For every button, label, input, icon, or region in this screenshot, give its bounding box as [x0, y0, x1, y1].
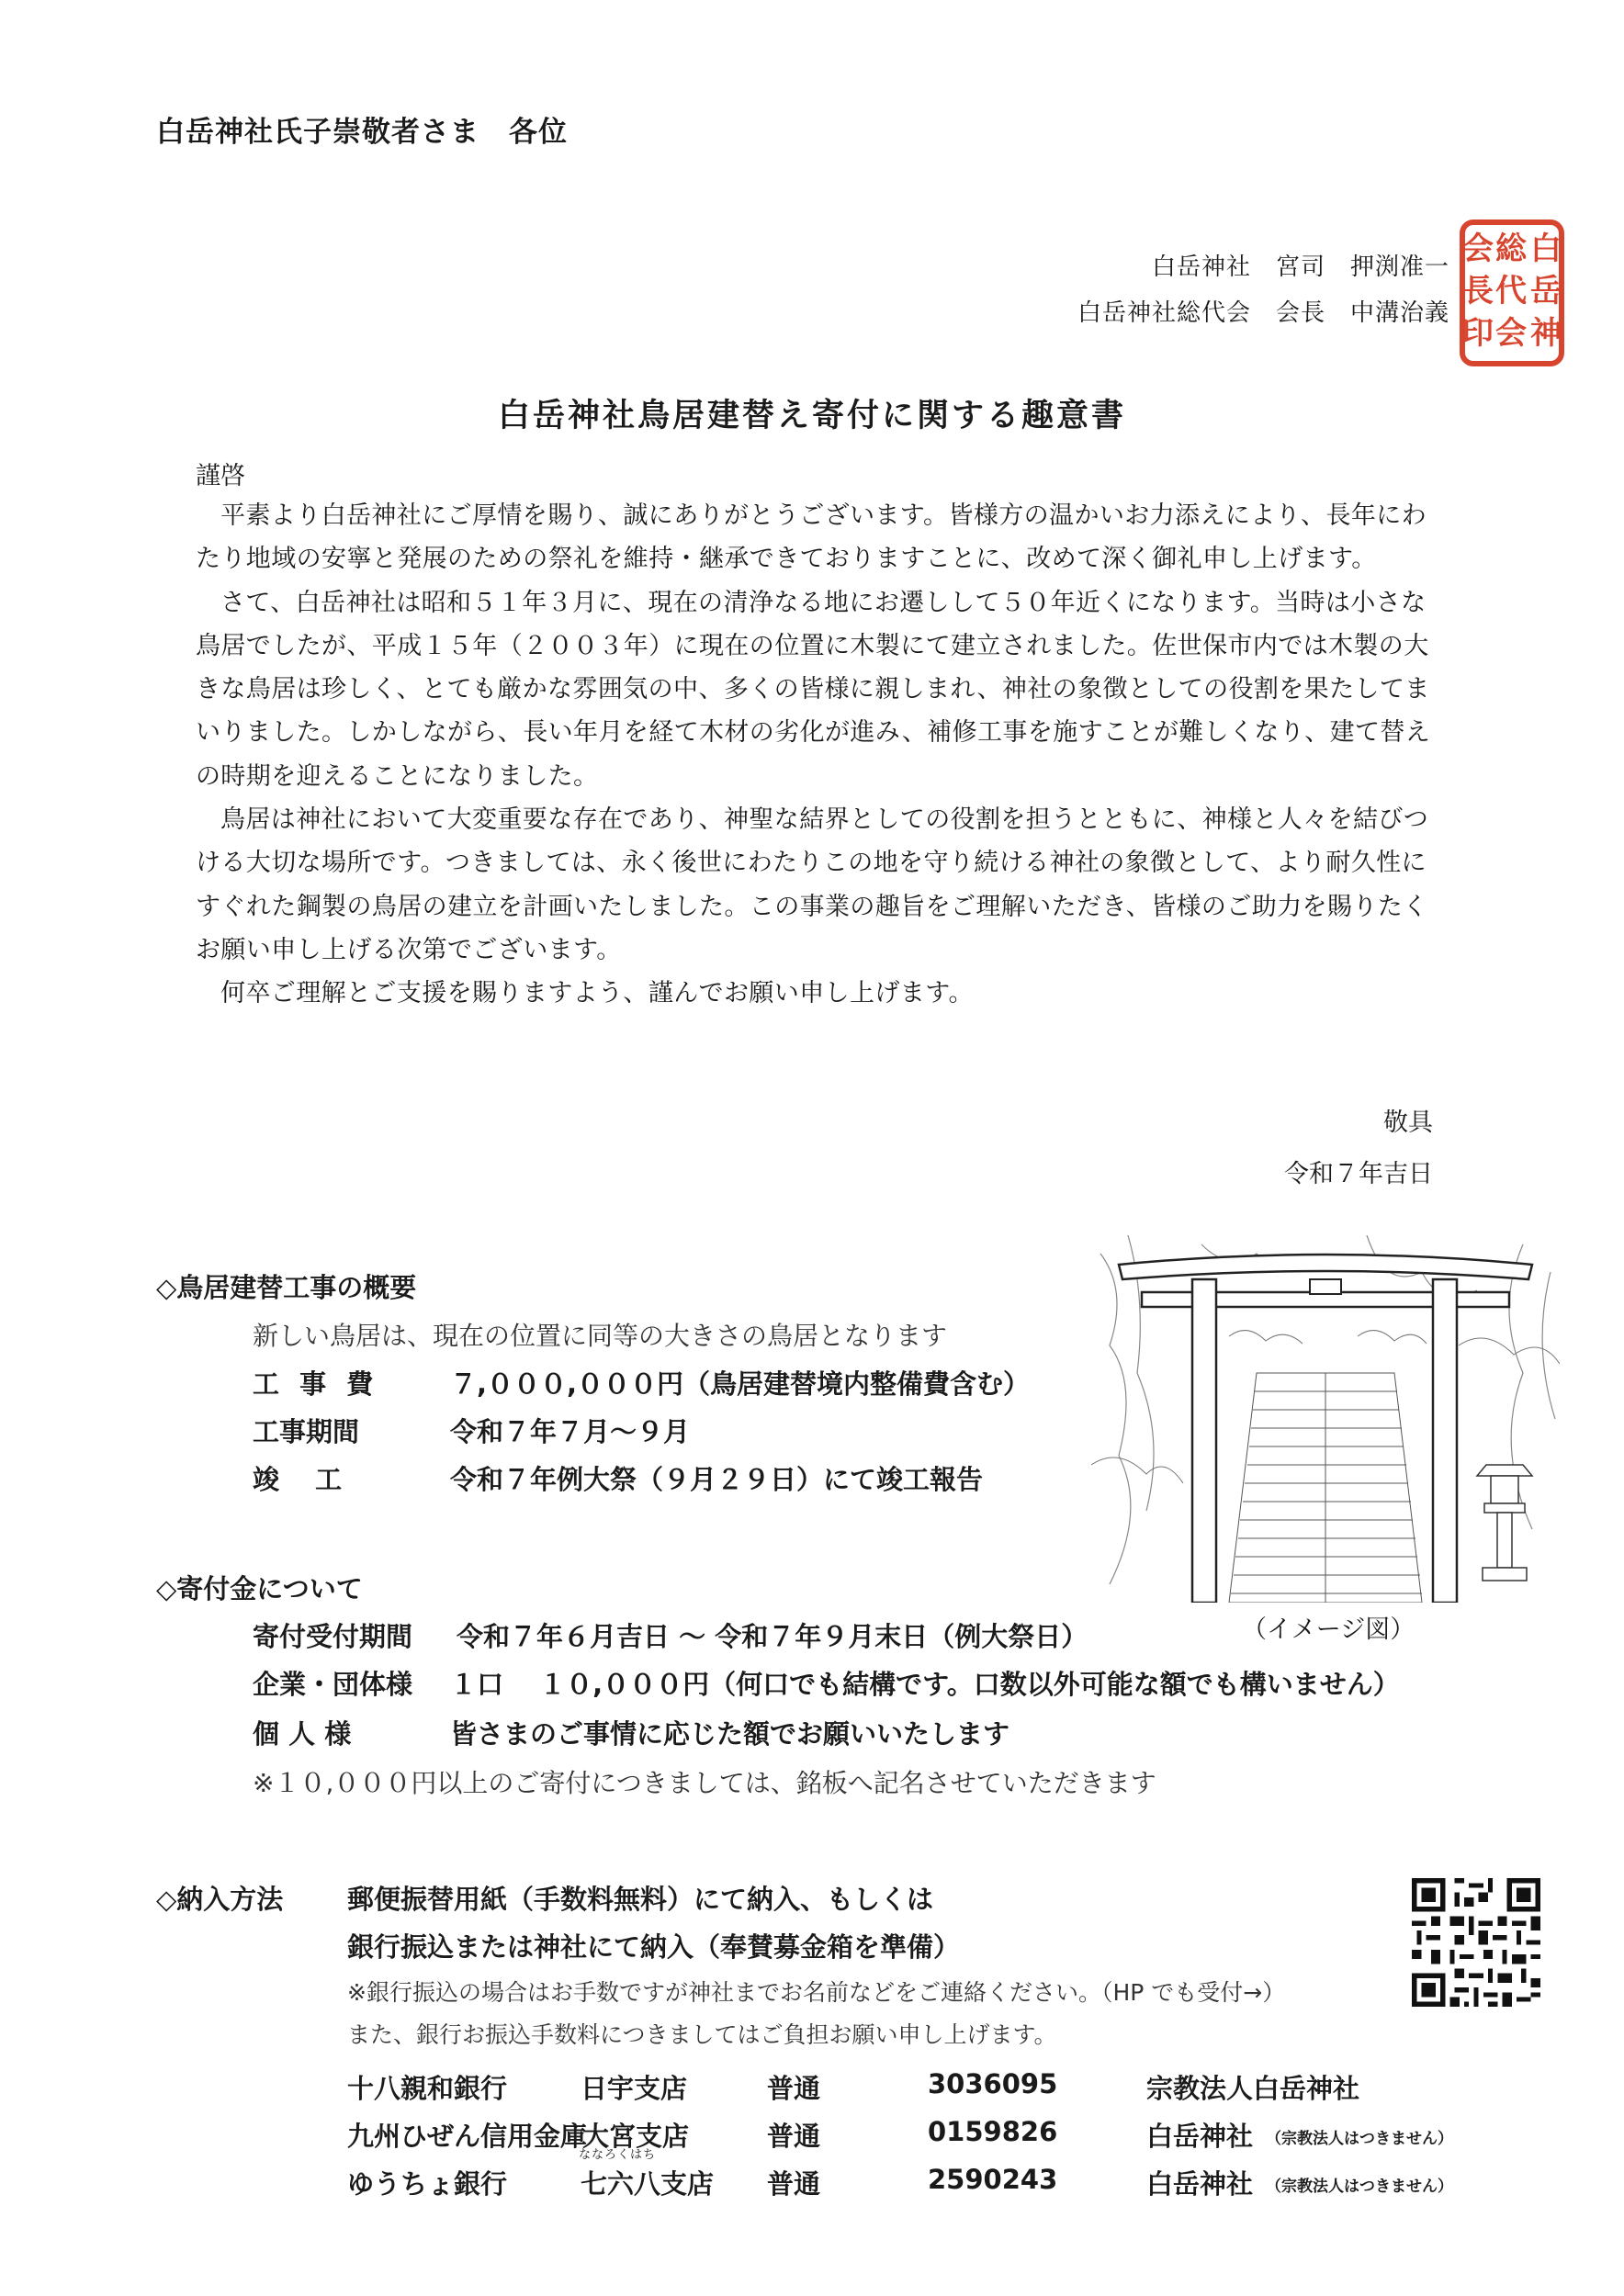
- completion-label: 竣 工: [253, 1464, 343, 1495]
- payment-note-fee: また、銀行お振込手数料につきましてはご負担お願い申し上げます。: [347, 2021, 1057, 2048]
- donation-note: ※１０,０００円以上のご寄付につきましては、銘板へ記名させていただきます: [253, 1768, 1156, 1798]
- donation-individual-label: 個 人 様: [253, 1718, 352, 1750]
- bank-name: ゆうちょ銀行: [347, 2168, 508, 2200]
- document-title: 白岳神社鳥居建替え寄付に関する趣意書: [497, 397, 1126, 434]
- letter-date: 令和７年吉日: [1284, 1160, 1433, 1188]
- account-number: 2590243: [928, 2164, 1058, 2195]
- official-seal-stamp: [1459, 219, 1565, 367]
- body-paragraph: 平素より白岳神社にご厚情を賜り、誠にありがとうございます。皆様方の温かいお力添えにより、長年にわたり地域の安寧と発展のための祭礼を維持・継承できておりますことに、改めて深く御礼申し上げます。: [196, 501, 1427, 574]
- body-paragraph: さて、白岳神社は昭和５１年３月に、現在の清浄なる地にお遷しして５０年近くになります。当時は小さな鳥居でしたが、平成１５年（２００３年）に現在の位置に木製にて建立されました。佐世保市内では木製の大きな鳥居は珍しく、とても厳かな雰囲気の中、多くの皆様に親しまれ、神社の象徴としての役割を果たしてまいりました。しかしながら、長い年月を経て木材の劣化が進み、補修工事を施すことが難しくなり、建て替えの時期を迎えることになりました。: [196, 588, 1431, 791]
- account-holder: 白岳神社: [1146, 2121, 1254, 2152]
- construction-intro: 新しい鳥居は、現在の位置に同等の大きさの鳥居となります: [253, 1321, 948, 1351]
- bank-name: 十八親和銀行: [347, 2073, 508, 2104]
- account-number: 0159826: [928, 2116, 1058, 2147]
- svg-text:総: 総: [1495, 231, 1527, 267]
- svg-text:代: 代: [1495, 273, 1527, 310]
- opening-salutation: 謹啓: [196, 462, 245, 490]
- account-type: 普通: [767, 2168, 821, 2200]
- svg-text:印: 印: [1462, 315, 1494, 352]
- payment-method-line1: 郵便振替用紙（手数料無料）にて納入、もしくは: [347, 1884, 934, 1915]
- account-type: 普通: [767, 2121, 821, 2152]
- period-value: 令和７年７月～９月: [450, 1416, 691, 1447]
- account-holder-note: （宗教法人はつきません）: [1266, 2178, 1453, 2196]
- bank-row: [347, 2116, 1505, 2153]
- cost-label: 工 事 費: [253, 1368, 379, 1400]
- construction-heading: ◇鳥居建替工事の概要: [156, 1272, 417, 1303]
- svg-text:長: 長: [1462, 273, 1494, 310]
- payment-note-contact: ※銀行振込の場合はお手数ですが神社までお名前などをご連絡ください。（HP でも受付→）: [347, 1979, 1286, 2006]
- body-paragraph: 何卒ご理解とご支援を賜りますよう、謹んでお願い申し上げます。: [220, 979, 974, 1008]
- homepage-qr-code[interactable]: [1407, 1874, 1545, 2011]
- donation-corp-label: 企業・団体様: [253, 1669, 413, 1700]
- svg-text:会: 会: [1495, 315, 1527, 352]
- donation-period-value: 令和７年６月吉日 ～ 令和７年９月末日（例大祭日）: [457, 1621, 1088, 1652]
- svg-text:会: 会: [1462, 231, 1494, 267]
- bank-branch: 日宇支店: [581, 2073, 688, 2104]
- svg-text:白: 白: [1530, 231, 1562, 267]
- sender-representative: 白岳神社総代会 会長 中溝治義: [1077, 299, 1449, 327]
- payment-method-line2: 銀行振込または神社にて納入（奉賛募金箱を準備）: [347, 1931, 961, 1963]
- account-number: 3036095: [928, 2068, 1058, 2099]
- body-paragraph: 鳥居は神社において大変重要な存在であり、神聖な結界としての役割を担うとともに、神様と人々を結びつける大切な場所です。つきましては、永く後世にわたりこの地を守り続ける神社の象徴として、より耐久性にすぐれた鋼製の鳥居の建立を計画いたしました。この事業の趣旨をご理解いただき、皆様のご助力を賜りたくお願い申し上げる次第でございます。: [196, 805, 1429, 964]
- donation-heading: ◇寄付金について: [156, 1573, 363, 1604]
- account-holder: 白岳神社: [1146, 2168, 1254, 2200]
- account-holder: 宗教法人白岳神社: [1146, 2073, 1360, 2104]
- account-type: 普通: [767, 2073, 821, 2104]
- donation-corp-value: １口 １０,０００円（何口でも結構です。口数以外可能な額でも構いません）: [450, 1669, 1400, 1700]
- period-label: 工事期間: [253, 1416, 360, 1447]
- bank-branch: 大宮支店: [582, 2121, 690, 2152]
- donation-period-label: 寄付受付期間: [253, 1621, 413, 1652]
- bank-row: [347, 2164, 1505, 2200]
- account-holder-note: （宗教法人はつきません）: [1266, 2130, 1453, 2148]
- bank-row: [347, 2068, 1505, 2105]
- cost-value: ７,０００,０００円（鳥居建替境内整備費含む）: [450, 1368, 1031, 1400]
- svg-text:岳: 岳: [1530, 273, 1562, 310]
- illustration-caption: （イメージ図）: [1242, 1615, 1415, 1644]
- closing-salutation: 敬具: [1383, 1109, 1433, 1137]
- completion-value: 令和７年例大祭（９月２９日）にて竣工報告: [450, 1464, 984, 1495]
- svg-text:神: 神: [1530, 315, 1562, 352]
- donation-individual-value: 皆さまのご事情に応じた額でお願いいたします: [450, 1718, 1010, 1750]
- bank-name: 九州ひぜん信用金庫: [347, 2121, 588, 2152]
- branch-ruby-reading: ななろくはち: [579, 2148, 657, 2162]
- sender-priest: 白岳神社 宮司 押渕准一: [1151, 253, 1449, 281]
- letter-body: [196, 494, 1436, 1016]
- addressee: 白岳神社氏子崇敬者さま 各位: [156, 116, 568, 149]
- torii-illustration-image: [1091, 1235, 1560, 1603]
- payment-heading: ◇納入方法: [156, 1884, 284, 1915]
- bank-branch: 七六八支店: [581, 2168, 715, 2200]
